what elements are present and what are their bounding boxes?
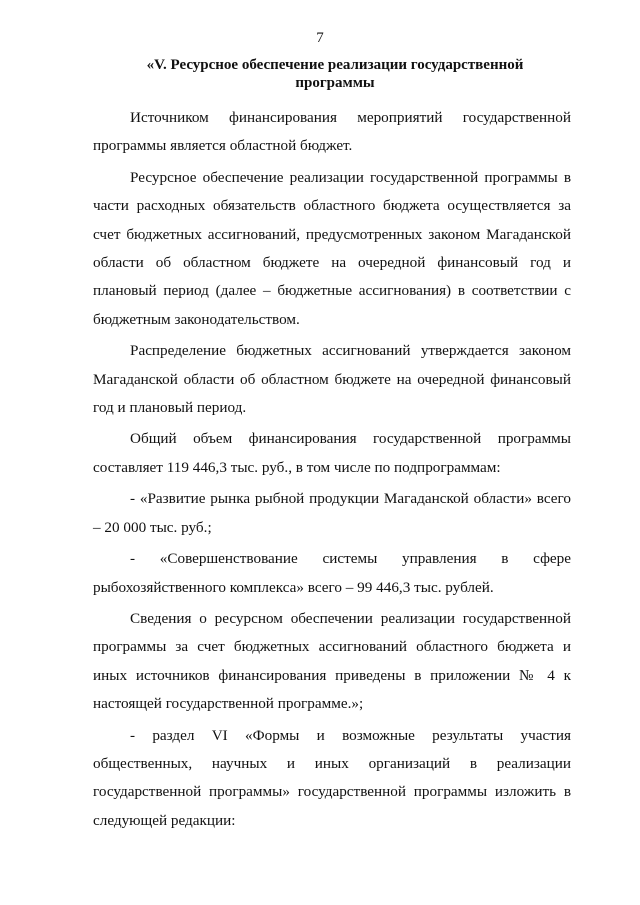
list-item: - «Совершенствование системы управления в сфере рыбохозяйственного комплекса» всего – 99 446,3 тыс. рублей. bbox=[93, 550, 571, 596]
paragraph: Распределение бюджетных ассигнований утверждается законом Магаданской области об областном бюджете на очередной финансовый год и плановый период. bbox=[93, 342, 571, 417]
paragraph: Общий объем финансирования государственной программы составляет 119 446,3 тыс. руб., в том числе по подпрограммам: bbox=[93, 430, 571, 476]
document-body bbox=[93, 104, 571, 838]
page-number: 7 bbox=[316, 30, 324, 46]
paragraph: Ресурсное обеспечение реализации государственной программы в части расходных обязательств областного бюджета осуществляется за счет бюджетных ассигнований, предусмотренных законом Магаданской области об областном бюджете на очередной финансовый год и плановый период (далее – бюджетные ассигнования) в соответствии с бюджетным законодательством. bbox=[93, 168, 571, 328]
list-item: - «Развитие рынка рыбной продукции Магаданской области» всего – 20 000 тыс. руб.; bbox=[93, 490, 571, 536]
paragraph: Сведения о ресурсном обеспечении реализации государственной программы за счет бюджетных ассигнований областного бюджета и иных источников финансирования приведены в приложении № 4 к настоящей государственной программе.»; bbox=[93, 609, 571, 713]
list-item: - раздел VI «Формы и возможные результаты участия общественных, научных и иных организаций в реализации государственной программы» государственной программы изложить в следующей редакции: bbox=[93, 726, 571, 829]
section-heading: «V. Ресурсное обеспечение реализации государственной программы bbox=[146, 57, 524, 91]
paragraph: Источником финансирования мероприятий государственной программы является областной бюджет. bbox=[93, 109, 571, 155]
